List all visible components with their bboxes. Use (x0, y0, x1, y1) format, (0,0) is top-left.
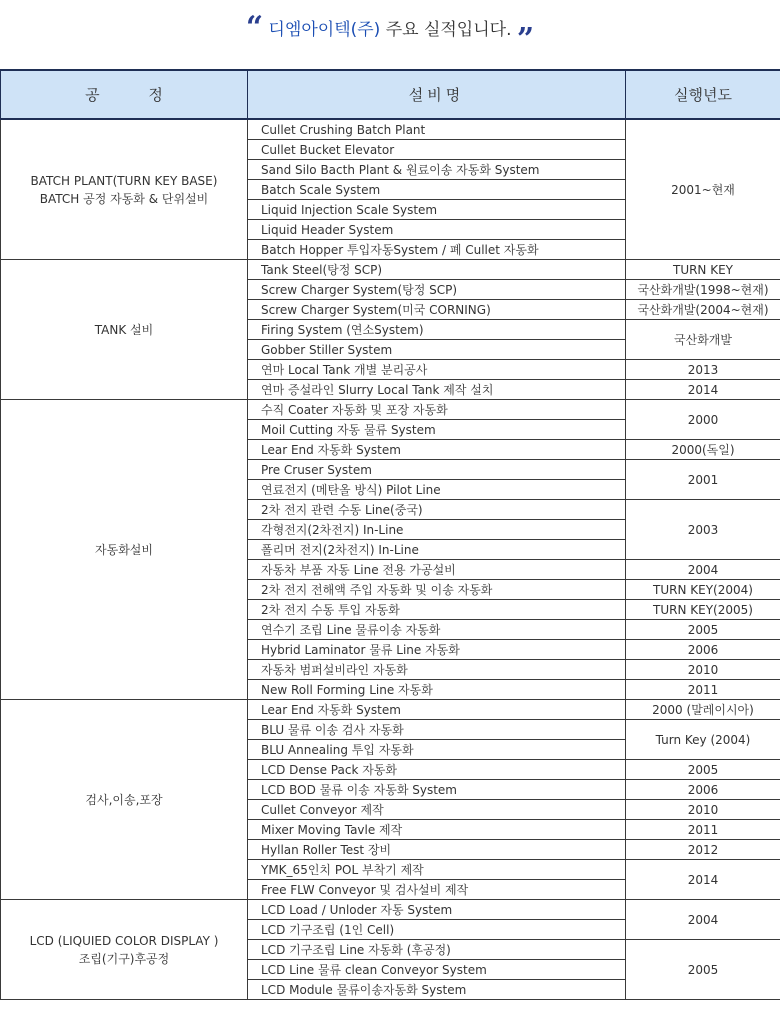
year-cell: 국산화개발(2004~현재) (626, 300, 780, 320)
equipment-cell: Cullet Crushing Batch Plant (248, 119, 626, 140)
year-cell: 2001~현재 (626, 119, 780, 260)
year-cell: 2004 (626, 900, 780, 940)
equipment-cell: Firing System (연소System) (248, 320, 626, 340)
year-cell: 2014 (626, 380, 780, 400)
equipment-cell: Hybrid Laminator 물류 Line 자동화 (248, 640, 626, 660)
equipment-cell: LCD 기구조립 Line 자동화 (후공정) (248, 940, 626, 960)
equipment-cell: Pre Cruser System (248, 460, 626, 480)
equipment-cell: 연마 Local Tank 개별 분리공사 (248, 360, 626, 380)
equipment-cell: 연수기 조립 Line 물류이송 자동화 (248, 620, 626, 640)
year-cell: 2013 (626, 360, 780, 380)
open-quote-mark: “ (245, 10, 264, 45)
equipment-cell: Liquid Injection Scale System (248, 200, 626, 220)
table-row (1, 260, 780, 280)
equipment-cell: 2차 전지 전해액 주입 자동화 및 이송 자동화 (248, 580, 626, 600)
year-cell: 2006 (626, 780, 780, 800)
company-name: 디엠아이텍(주) (268, 20, 381, 40)
year-cell: 2012 (626, 840, 780, 860)
equipment-cell: 자동차 부품 자동 Line 전용 가공설비 (248, 560, 626, 580)
equipment-cell: LCD BOD 물류 이송 자동화 System (248, 780, 626, 800)
equipment-cell: LCD Dense Pack 자동화 (248, 760, 626, 780)
title-text (0, 10, 780, 57)
header-equipment: 설비명 (248, 70, 626, 119)
equipment-cell: LCD Line 물류 clean Conveyor System (248, 960, 626, 980)
equipment-cell: New Roll Forming Line 자동화 (248, 680, 626, 700)
year-cell: 2001 (626, 460, 780, 500)
year-cell: TURN KEY (626, 260, 780, 280)
process-label: 조립(기구)후공정 (78, 951, 170, 966)
year-cell: 2000(독일) (626, 440, 780, 460)
equipment-cell: Lear End 자동화 System (248, 700, 626, 720)
equipment-cell: 연료전지 (메탄올 방식) Pilot Line (248, 480, 626, 500)
process-cell (1, 119, 248, 260)
title-suffix: 주요 실적입니다. (380, 20, 512, 40)
equipment-cell: 폴리머 전지(2차전지) In-Line (248, 540, 626, 560)
year-cell: TURN KEY(2004) (626, 580, 780, 600)
year-cell: 2000 (말레이시아) (626, 700, 780, 720)
equipment-cell: YMK_65인치 POL 부착기 제작 (248, 860, 626, 880)
equipment-cell: Mixer Moving Tavle 제작 (248, 820, 626, 840)
table-row (1, 700, 780, 720)
page-title (0, 0, 780, 60)
equipment-cell: 자동차 범퍼설비라인 자동화 (248, 660, 626, 680)
process-label: BATCH 공정 자동화 & 단위설비 (39, 191, 209, 206)
equipment-cell: Liquid Header System (248, 220, 626, 240)
process-cell (1, 260, 248, 400)
year-cell: 2005 (626, 760, 780, 780)
equipment-cell: 수직 Coater 자동화 및 포장 자동화 (248, 400, 626, 420)
equipment-cell: 연마 증설라인 Slurry Local Tank 제작 설치 (248, 380, 626, 400)
equipment-cell: Moil Cutting 자동 물류 System (248, 420, 626, 440)
equipment-cell: Free FLW Conveyor 및 검사설비 제작 (248, 880, 626, 900)
equipment-cell: Cullet Bucket Elevator (248, 140, 626, 160)
process-label: BATCH PLANT(TURN KEY BASE) (30, 173, 218, 188)
process-cell (1, 400, 248, 700)
year-cell: 2000 (626, 400, 780, 440)
equipment-cell: LCD 기구조립 (1인 Cell) (248, 920, 626, 940)
results-table (0, 69, 780, 1000)
close-quote-mark: ” (516, 22, 535, 57)
process-cell (1, 700, 248, 900)
equipment-cell: LCD Module 물류이송자동화 System (248, 980, 626, 1000)
year-cell: 2011 (626, 680, 780, 700)
year-cell: 2004 (626, 560, 780, 580)
equipment-cell: Gobber Stiller System (248, 340, 626, 360)
equipment-cell: Sand Silo Bacth Plant & 원료이송 자동화 System (248, 160, 626, 180)
equipment-cell: 2차 전지 수동 투입 자동화 (248, 600, 626, 620)
table-body (1, 119, 780, 1000)
equipment-cell: Hyllan Roller Test 장비 (248, 840, 626, 860)
header-year: 실행년도 (626, 70, 780, 119)
table-header-row (1, 70, 780, 119)
table-row (1, 400, 780, 420)
year-cell: 2011 (626, 820, 780, 840)
year-cell: 2006 (626, 640, 780, 660)
equipment-cell: Batch Hopper 투입자동System / 폐 Cullet 자동화 (248, 240, 626, 260)
equipment-cell: BLU Annealing 투입 자동화 (248, 740, 626, 760)
year-cell: 2005 (626, 940, 780, 1000)
process-label: TANK 설비 (94, 322, 154, 337)
year-cell: TURN KEY(2005) (626, 600, 780, 620)
process-label: 검사,이송,포장 (85, 792, 163, 807)
equipment-cell: LCD Load / Unloder 자동 System (248, 900, 626, 920)
year-cell: 2005 (626, 620, 780, 640)
year-cell: 2010 (626, 800, 780, 820)
process-cell (1, 900, 248, 1000)
process-label: 자동화설비 (95, 542, 153, 557)
year-cell: 2014 (626, 860, 780, 900)
table-row (1, 900, 780, 920)
equipment-cell: Batch Scale System (248, 180, 626, 200)
equipment-cell: Screw Charger System(미국 CORNING) (248, 300, 626, 320)
year-cell: 2010 (626, 660, 780, 680)
equipment-cell: Cullet Conveyor 제작 (248, 800, 626, 820)
equipment-cell: Lear End 자동화 System (248, 440, 626, 460)
year-cell: Turn Key (2004) (626, 720, 780, 760)
year-cell: 2003 (626, 500, 780, 560)
year-cell: 국산화개발 (626, 320, 780, 360)
equipment-cell: 2차 전지 관련 수동 Line(중국) (248, 500, 626, 520)
equipment-cell: Screw Charger System(탕정 SCP) (248, 280, 626, 300)
process-label: LCD (LIQUIED COLOR DISPLAY ) (29, 933, 219, 948)
table-row (1, 119, 780, 140)
equipment-cell: Tank Steel(탕정 SCP) (248, 260, 626, 280)
equipment-cell: 각형전지(2차전지) In-Line (248, 520, 626, 540)
year-cell: 국산화개발(1998~현재) (626, 280, 780, 300)
equipment-cell: BLU 물류 이송 검사 자동화 (248, 720, 626, 740)
header-process: 공 정 (1, 70, 248, 119)
